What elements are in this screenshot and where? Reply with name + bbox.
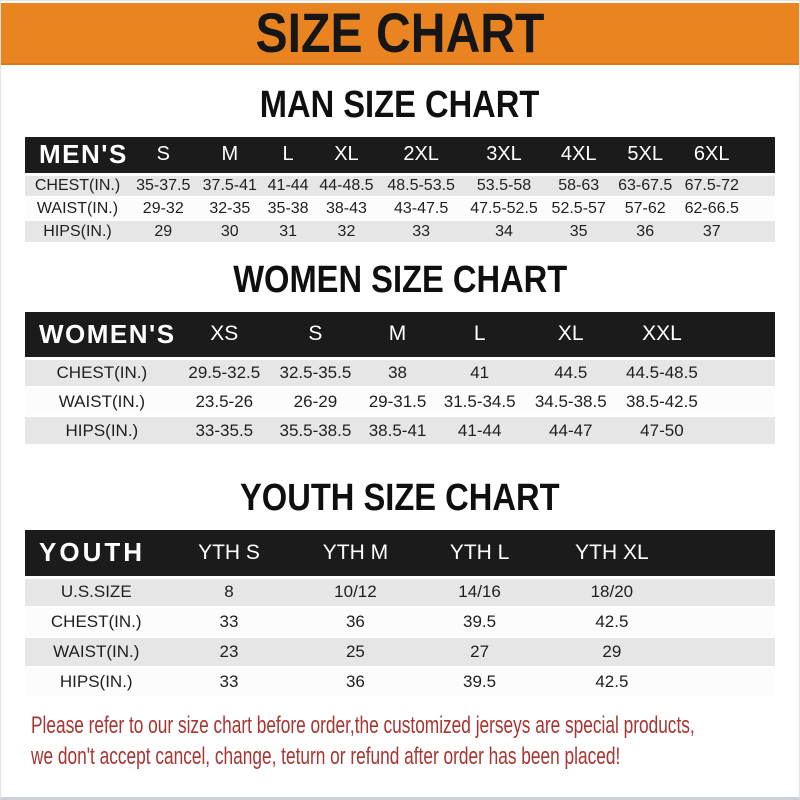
row-label: WAIST(IN.) [25, 637, 168, 667]
size-cell: 37 [678, 220, 745, 243]
size-cell: 36 [612, 220, 679, 243]
table-row [25, 220, 775, 243]
row-spacer-cell [685, 637, 775, 667]
row-spacer-cell [685, 667, 775, 697]
size-cell: 44.5 [525, 358, 616, 387]
footer-notice-text [31, 710, 695, 772]
size-cell: 36 [290, 607, 420, 637]
row-spacer-cell [708, 387, 776, 416]
youth-header-row [25, 530, 775, 577]
row-label: HIPS(IN.) [25, 416, 179, 445]
row-spacer-cell [745, 174, 775, 197]
size-column-header: YTH M [290, 530, 420, 577]
row-label: WAIST(IN.) [25, 197, 130, 220]
header-spacer-cell [685, 530, 775, 577]
size-column-header: XS [179, 312, 270, 358]
size-cell: 36 [290, 667, 420, 697]
row-spacer-cell [685, 577, 775, 607]
page-title-text: SIZE CHART [255, 1, 545, 64]
men-group-label: MEN'S [25, 137, 130, 174]
size-column-header: L [434, 312, 525, 358]
youth-section-title-text: YOUTH SIZE CHART [240, 477, 560, 519]
men-header-row [25, 137, 775, 174]
size-column-header: 5XL [612, 137, 679, 174]
size-column-header: YTH S [168, 530, 291, 577]
youth-group-label: YOUTH [25, 530, 168, 577]
size-column-header: L [263, 137, 313, 174]
size-cell: 33 [168, 607, 291, 637]
size-cell: 48.5-53.5 [380, 174, 463, 197]
size-cell: 53.5-58 [463, 174, 546, 197]
size-column-header: 3XL [463, 137, 546, 174]
size-cell: 33-35.5 [179, 416, 270, 445]
table-row [25, 667, 775, 697]
size-cell: 27 [420, 637, 538, 667]
size-cell: 39.5 [420, 607, 538, 637]
charts-container [1, 83, 799, 698]
size-column-header: XL [525, 312, 616, 358]
row-spacer-cell [708, 416, 776, 445]
size-cell: 18/20 [539, 577, 685, 607]
size-cell: 38.5-41 [361, 416, 434, 445]
table-row [25, 358, 775, 387]
row-spacer-cell [745, 220, 775, 243]
size-cell: 34 [463, 220, 546, 243]
size-cell: 29 [130, 220, 197, 243]
size-column-header: YTH L [420, 530, 538, 577]
row-spacer-cell [685, 607, 775, 637]
size-cell: 35 [545, 220, 612, 243]
size-column-header: 6XL [678, 137, 745, 174]
row-label: CHEST(IN.) [25, 174, 130, 197]
size-cell: 34.5-38.5 [525, 387, 616, 416]
size-cell: 39.5 [420, 667, 538, 697]
size-cell: 58-63 [545, 174, 612, 197]
youth-section-title [1, 476, 799, 520]
men-size-table [25, 137, 775, 244]
table-row [25, 197, 775, 220]
row-label: U.S.SIZE [25, 577, 168, 607]
header-spacer-cell [708, 312, 776, 358]
size-column-header: M [197, 137, 264, 174]
women-size-section [1, 258, 799, 446]
size-cell: 43-47.5 [380, 197, 463, 220]
men-section-title-text: MAN SIZE CHART [260, 84, 540, 126]
table-row [25, 577, 775, 607]
size-cell: 44-47 [525, 416, 616, 445]
size-cell: 35-37.5 [130, 174, 197, 197]
size-cell: 41-44 [263, 174, 313, 197]
size-column-header: 4XL [545, 137, 612, 174]
table-row [25, 387, 775, 416]
size-cell: 29-31.5 [361, 387, 434, 416]
size-column-header: S [270, 312, 361, 358]
row-label: WAIST(IN.) [25, 387, 179, 416]
size-cell: 38-43 [313, 197, 380, 220]
footer-notice [31, 710, 799, 772]
size-cell: 10/12 [290, 577, 420, 607]
women-header-row [25, 312, 775, 358]
row-spacer-cell [708, 358, 776, 387]
size-cell: 32.5-35.5 [270, 358, 361, 387]
size-cell: 42.5 [539, 667, 685, 697]
table-row [25, 637, 775, 667]
size-cell: 35-38 [263, 197, 313, 220]
size-cell: 41-44 [434, 416, 525, 445]
size-cell: 33 [168, 667, 291, 697]
size-cell: 25 [290, 637, 420, 667]
size-cell: 42.5 [539, 607, 685, 637]
size-cell: 29 [539, 637, 685, 667]
row-label: CHEST(IN.) [25, 358, 179, 387]
size-cell: 23.5-26 [179, 387, 270, 416]
size-cell: 47-50 [616, 416, 707, 445]
size-cell: 62-66.5 [678, 197, 745, 220]
women-section-title-text: WOMEN SIZE CHART [232, 259, 568, 301]
row-label: CHEST(IN.) [25, 607, 168, 637]
size-cell: 67.5-72 [678, 174, 745, 197]
size-column-header: XL [313, 137, 380, 174]
size-cell: 38.5-42.5 [616, 387, 707, 416]
size-cell: 63-67.5 [612, 174, 679, 197]
women-section-title [1, 258, 799, 302]
size-cell: 23 [168, 637, 291, 667]
table-row [25, 416, 775, 445]
size-column-header: YTH XL [539, 530, 685, 577]
size-cell: 35.5-38.5 [270, 416, 361, 445]
size-cell: 47.5-52.5 [463, 197, 546, 220]
page-title [232, 3, 568, 63]
notice-line-2: we don't accept cancel, change, teturn or refund after order has been placed! [31, 743, 621, 770]
size-column-header: M [361, 312, 434, 358]
size-cell: 57-62 [612, 197, 679, 220]
size-cell: 29.5-32.5 [179, 358, 270, 387]
size-column-header: XXL [616, 312, 707, 358]
table-row [25, 174, 775, 197]
size-cell: 32 [313, 220, 380, 243]
header-spacer-cell [745, 137, 775, 174]
size-cell: 31.5-34.5 [434, 387, 525, 416]
size-cell: 30 [197, 220, 264, 243]
size-column-header: 2XL [380, 137, 463, 174]
row-label: HIPS(IN.) [25, 220, 130, 243]
size-cell: 38 [361, 358, 434, 387]
size-cell: 8 [168, 577, 291, 607]
men-size-section [1, 83, 799, 244]
youth-size-section [1, 476, 799, 698]
size-cell: 31 [263, 220, 313, 243]
women-group-label: WOMEN'S [25, 312, 179, 358]
size-cell: 26-29 [270, 387, 361, 416]
men-section-title [1, 83, 799, 127]
notice-line-1: Please refer to our size chart before order,the customized jerseys are special products, [31, 712, 695, 739]
women-size-table [25, 312, 775, 446]
size-cell: 33 [380, 220, 463, 243]
size-cell: 41 [434, 358, 525, 387]
size-cell: 37.5-41 [197, 174, 264, 197]
size-cell: 52.5-57 [545, 197, 612, 220]
row-label: HIPS(IN.) [25, 667, 168, 697]
size-cell: 44-48.5 [313, 174, 380, 197]
size-cell: 44.5-48.5 [616, 358, 707, 387]
size-cell: 14/16 [420, 577, 538, 607]
size-cell: 32-35 [197, 197, 264, 220]
size-column-header: S [130, 137, 197, 174]
banner [1, 3, 799, 65]
size-cell: 29-32 [130, 197, 197, 220]
row-spacer-cell [745, 197, 775, 220]
youth-size-table [25, 530, 775, 698]
table-row [25, 607, 775, 637]
